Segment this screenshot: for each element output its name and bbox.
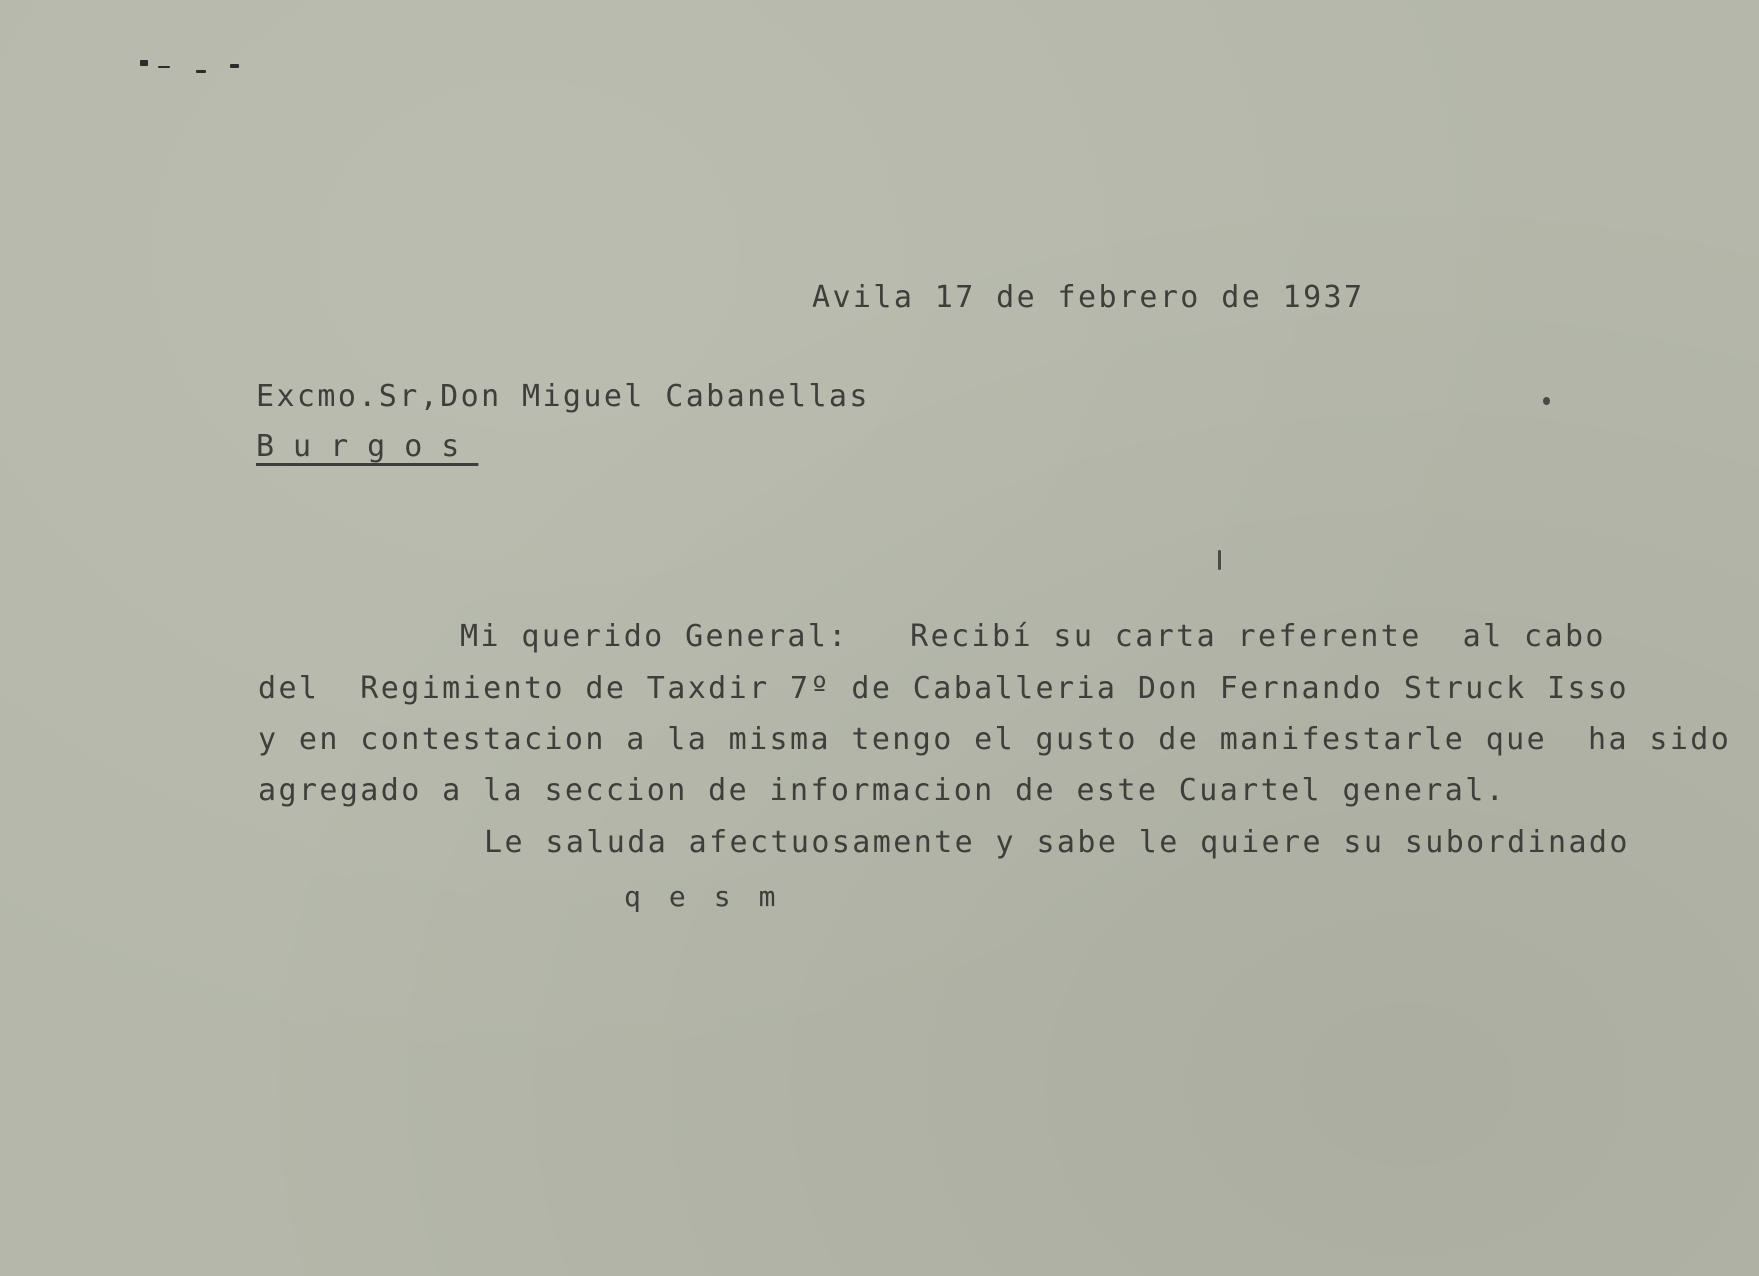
spacer: [849, 619, 910, 654]
closing-line: Le saluda afectuosamente y sabe le quiere su subordinado: [484, 825, 1630, 860]
body-line-4: agregado a la seccion de informacion de este Cuartel general.: [258, 773, 1507, 808]
ink-spot: [1218, 550, 1221, 570]
body-line-1: [460, 619, 1606, 654]
body-text-1b: al cabo: [1462, 619, 1606, 654]
body-line-3: y en contestacion a la misma tengo el gusto de manifestarle que ha sido: [258, 722, 1732, 757]
body-line-2: del Regimiento de Taxdir 7º de Caballeria Don Fernando Struck Isso: [258, 671, 1629, 706]
date-line: Avila 17 de febrero de 1937: [812, 280, 1365, 315]
ink-spot: [1543, 397, 1550, 405]
spacer: [1422, 619, 1463, 654]
addressee-city: Burgos: [256, 429, 479, 464]
body-text-1a: Recibí su carta referente: [910, 619, 1422, 654]
initials: qesm: [624, 880, 804, 913]
addressee: Excmo.Sr,Don Miguel Cabanellas: [256, 379, 870, 414]
salutation: Mi querido General:: [460, 619, 849, 654]
